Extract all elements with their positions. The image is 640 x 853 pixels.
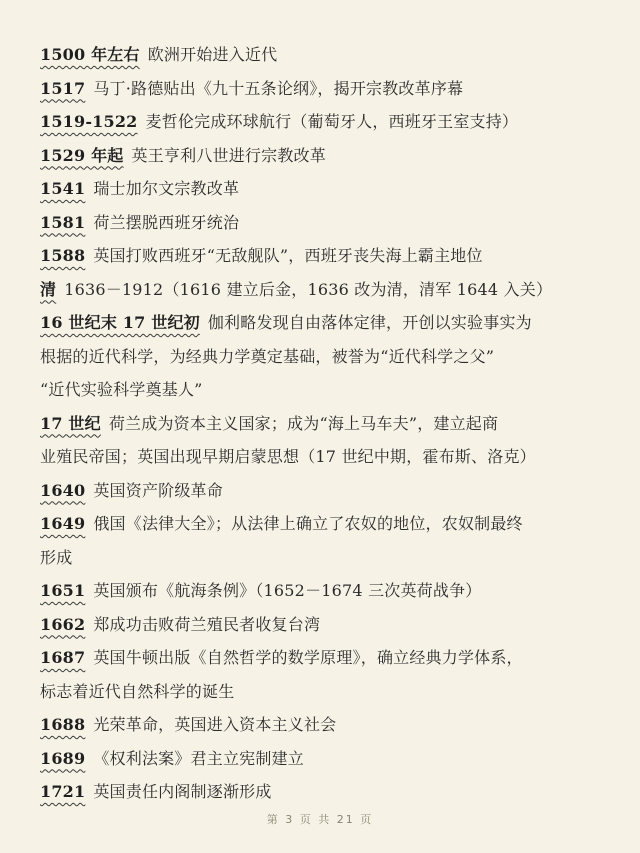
entry-continuation-line bbox=[40, 675, 610, 709]
timeline-entry bbox=[40, 708, 610, 742]
entry-year: 1529 年起 bbox=[40, 145, 124, 165]
entry-first-line bbox=[40, 38, 610, 72]
timeline-entry bbox=[40, 206, 610, 240]
entry-first-line bbox=[40, 407, 610, 441]
entry-first-line bbox=[40, 139, 610, 173]
timeline-entry bbox=[40, 608, 610, 642]
entry-first-line bbox=[40, 239, 610, 273]
entry-text: 俄国《法律大全》；从法律上确立了农奴的地位，农奴制最终 bbox=[93, 514, 523, 533]
entry-first-line bbox=[40, 72, 610, 106]
entry-text: 英国资产阶级革命 bbox=[93, 480, 223, 500]
entry-year: 1687 bbox=[40, 648, 86, 667]
entry-first-line bbox=[40, 641, 610, 675]
timeline bbox=[40, 38, 610, 809]
timeline-entry bbox=[40, 742, 610, 776]
entry-text: 英王亨利八世进行宗教改革 bbox=[131, 145, 326, 165]
entry-first-line bbox=[40, 105, 610, 139]
entry-first-line bbox=[40, 608, 610, 642]
entry-text: 英国牛顿出版《自然哲学的数学原理》，确立经典力学体系， bbox=[93, 648, 523, 667]
entry-first-line bbox=[40, 742, 610, 776]
timeline-entry bbox=[40, 407, 610, 474]
entry-text: “近代实验科学奠基人” bbox=[40, 380, 203, 399]
entry-year: 1640 bbox=[40, 480, 86, 500]
entry-text: 麦哲伦完成环球航行（葡萄牙人，西班牙王室支持） bbox=[145, 112, 519, 131]
entry-text: 荷兰成为资本主义国家；成为“海上马车夫”，建立起商 bbox=[108, 413, 499, 433]
entry-first-line bbox=[40, 574, 610, 608]
page-footer: 第 3 页 共 21 页 bbox=[266, 813, 374, 826]
entry-year: 1519-1522 bbox=[40, 112, 138, 131]
entry-text: 荷兰摆脱西班牙统治 bbox=[93, 212, 240, 232]
entry-year: 1651 bbox=[40, 581, 86, 600]
entry-first-line bbox=[40, 507, 610, 541]
entry-text: 欧洲开始进入近代 bbox=[147, 45, 278, 64]
entry-year: 1541 bbox=[40, 179, 86, 198]
entry-first-line bbox=[40, 172, 610, 206]
entry-text: 马丁·路德贴出《九十五条论纲》，揭开宗教改革序幕 bbox=[93, 78, 464, 98]
entry-year: 1689 bbox=[40, 748, 86, 768]
timeline-entry bbox=[40, 775, 610, 809]
entry-text: 瑞士加尔文宗教改革 bbox=[93, 179, 240, 198]
entry-first-line bbox=[40, 474, 610, 508]
entry-text: 英国打败西班牙“无敌舰队”，西班牙丧失海上霸主地位 bbox=[93, 246, 483, 265]
entry-continuation-line bbox=[40, 541, 610, 575]
entry-year: 1588 bbox=[40, 246, 86, 265]
entry-text: 标志着近代自然科学的诞生 bbox=[40, 681, 235, 701]
entry-first-line bbox=[40, 708, 610, 742]
entry-year: 1662 bbox=[40, 614, 86, 634]
timeline-entry bbox=[40, 474, 610, 508]
timeline-entry bbox=[40, 507, 610, 574]
timeline-entry bbox=[40, 306, 610, 407]
entry-continuation-line bbox=[40, 340, 610, 374]
timeline-entry bbox=[40, 273, 610, 307]
timeline-entry bbox=[40, 139, 610, 173]
entry-year: 1517 bbox=[40, 78, 86, 98]
entry-text: 英国责任内阁制逐渐形成 bbox=[93, 782, 272, 801]
timeline-entry bbox=[40, 38, 610, 72]
entry-text: 形成 bbox=[40, 547, 73, 567]
timeline-entry bbox=[40, 574, 610, 608]
timeline-entry bbox=[40, 641, 610, 708]
timeline-entry bbox=[40, 105, 610, 139]
entry-year: 17 世纪 bbox=[40, 413, 101, 433]
timeline-entry bbox=[40, 172, 610, 206]
timeline-entry bbox=[40, 72, 610, 106]
timeline-entry bbox=[40, 239, 610, 273]
entry-first-line bbox=[40, 273, 610, 307]
entry-continuation-line bbox=[40, 373, 610, 407]
entry-text: 英国颁布《航海条例》（1652－1674 三次英荷战争） bbox=[93, 581, 482, 600]
entry-continuation-line bbox=[40, 440, 610, 474]
entry-year: 1581 bbox=[40, 212, 86, 232]
entry-first-line bbox=[40, 306, 610, 340]
entry-year: 1500 年左右 bbox=[40, 45, 140, 64]
entry-first-line bbox=[40, 775, 610, 809]
entry-year: 1688 bbox=[40, 715, 86, 734]
entry-year: 清 bbox=[40, 279, 57, 299]
entry-text: 根据的近代科学，为经典力学奠定基础，被誉为“近代科学之父” bbox=[40, 346, 495, 366]
entry-text: 郑成功击败荷兰殖民者收复台湾 bbox=[93, 614, 321, 634]
entry-year: 1649 bbox=[40, 514, 86, 533]
entry-text: 光荣革命，英国进入资本主义社会 bbox=[93, 715, 337, 734]
entry-text: 伽利略发现自由落体定律，开创以实验事实为 bbox=[207, 313, 532, 332]
entry-year: 1721 bbox=[40, 782, 86, 801]
entry-year: 16 世纪末 17 世纪初 bbox=[40, 313, 200, 332]
entry-first-line bbox=[40, 206, 610, 240]
entry-text: 《权利法案》君主立宪制建立 bbox=[93, 748, 304, 768]
entry-text: 业殖民帝国；英国出现早期启蒙思想（17 世纪中期，霍布斯、洛克） bbox=[40, 447, 536, 466]
entry-text: 1636－1912（1616 建立后金，1636 改为清，清军 1644 入关） bbox=[64, 279, 553, 299]
